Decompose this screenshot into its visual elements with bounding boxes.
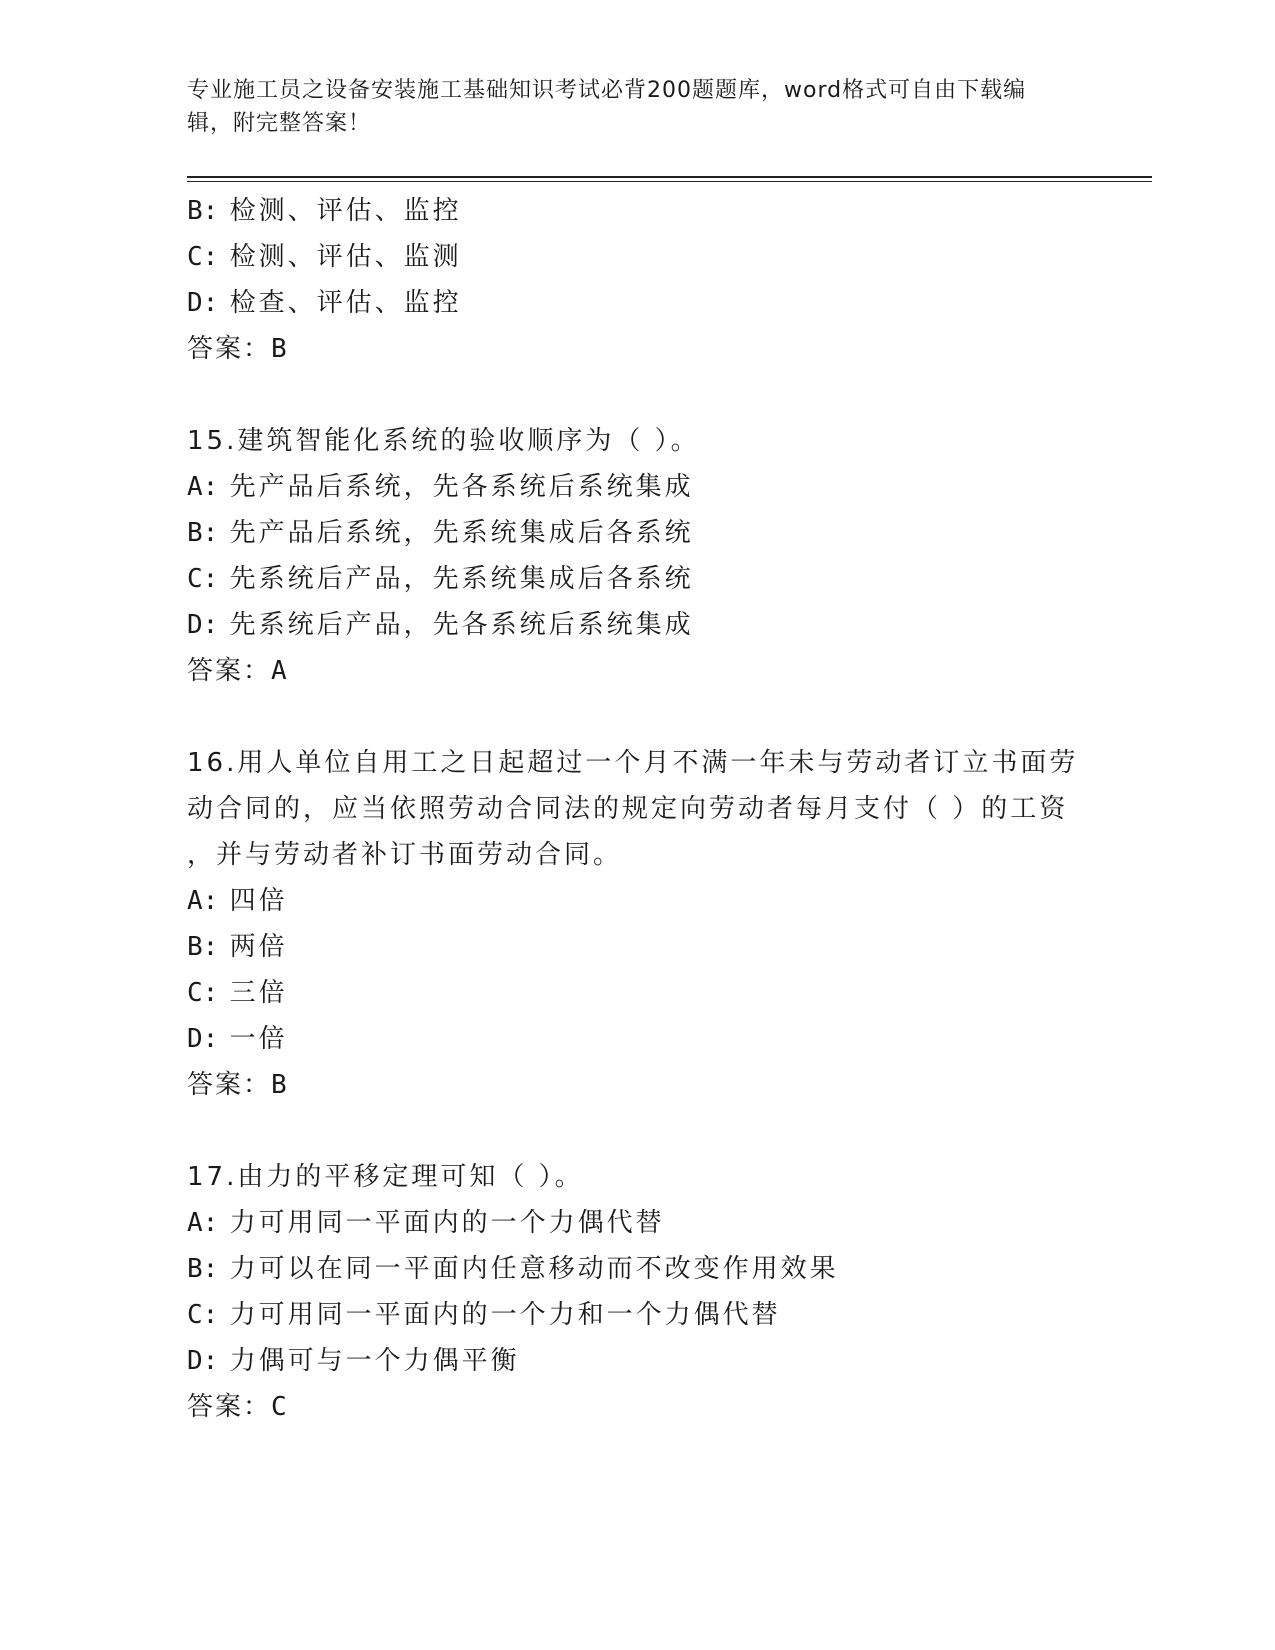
- answer-line: [187, 648, 1087, 694]
- answer-value: B: [271, 334, 289, 364]
- option-c: [187, 970, 1087, 1016]
- question-14-tail: [187, 188, 1087, 372]
- answer-label: 答案：: [187, 1070, 272, 1100]
- option-c: [187, 234, 1087, 280]
- option-text: 力可用同一平面内的一个力和一个力偶代替: [229, 1300, 781, 1330]
- option-text: 先系统后产品，先各系统后系统集成: [229, 610, 694, 640]
- answer-line: [187, 326, 1087, 372]
- option-label: D:: [187, 288, 219, 318]
- option-b: [187, 188, 1087, 234]
- option-text: 力可用同一平面内的一个力偶代替: [229, 1208, 665, 1238]
- option-d: [187, 1016, 1087, 1062]
- question-list: [187, 188, 1087, 1430]
- option-d: [187, 1338, 1087, 1384]
- header-rule-thin: [187, 181, 1152, 182]
- option-text: 检测、评估、监测: [229, 242, 462, 272]
- header-rule-thick: [187, 176, 1152, 178]
- option-label: D:: [187, 610, 219, 640]
- option-c: [187, 556, 1087, 602]
- option-b: [187, 924, 1087, 970]
- option-text: 一倍: [229, 1024, 288, 1054]
- question-stem-line-1: 16.用人单位自用工之日起超过一个月不满一年未与劳动者订立书面劳: [187, 748, 1079, 778]
- answer-value: C: [271, 1392, 289, 1422]
- option-c: [187, 1292, 1087, 1338]
- option-b: [187, 1246, 1087, 1292]
- option-d: [187, 602, 1087, 648]
- option-label: C:: [187, 978, 219, 1008]
- question-17: [187, 1154, 1087, 1430]
- option-text: 力可以在同一平面内任意移动而不改变作用效果: [229, 1254, 839, 1284]
- option-label: C:: [187, 242, 219, 272]
- page-header-title: 专业施工员之设备安装施工基础知识考试必背200题题库，word格式可自由下载编辑，附完整答案！: [187, 78, 1027, 136]
- option-label: B:: [187, 196, 219, 226]
- option-text: 三倍: [229, 978, 288, 1008]
- question-stem-line-2: 动合同的，应当依照劳动合同法的规定向劳动者每月支付（ ）的工资: [187, 794, 1069, 824]
- option-label: C:: [187, 564, 219, 594]
- option-b: [187, 510, 1087, 556]
- spacer: [187, 1108, 1087, 1154]
- option-text: 先产品后系统，先各系统后系统集成: [229, 472, 694, 502]
- option-text: 两倍: [229, 932, 288, 962]
- option-text: 四倍: [229, 886, 288, 916]
- option-label: C:: [187, 1300, 219, 1330]
- option-a: [187, 464, 1087, 510]
- option-label: B:: [187, 1254, 219, 1284]
- option-label: B:: [187, 518, 219, 548]
- question-stem: 15.建筑智能化系统的验收顺序为（ ）。: [187, 426, 700, 456]
- option-a: [187, 878, 1087, 924]
- option-a: [187, 1200, 1087, 1246]
- question-stem-line-3: ，并与劳动者补订书面劳动合同。: [187, 840, 623, 870]
- option-d: [187, 280, 1087, 326]
- answer-value: A: [271, 656, 289, 686]
- answer-line: [187, 1062, 1087, 1108]
- option-label: A:: [187, 1208, 219, 1238]
- option-label: B:: [187, 932, 219, 962]
- question-15: [187, 418, 1087, 694]
- answer-label: 答案：: [187, 334, 272, 364]
- option-text: 检测、评估、监控: [229, 196, 462, 226]
- question-16: [187, 740, 1087, 1108]
- answer-value: B: [271, 1070, 289, 1100]
- option-text: 先产品后系统，先系统集成后各系统: [229, 518, 694, 548]
- spacer: [187, 694, 1087, 740]
- option-text: 检查、评估、监控: [229, 288, 462, 318]
- option-label: A:: [187, 472, 219, 502]
- option-text: 先系统后产品，先系统集成后各系统: [229, 564, 694, 594]
- option-text: 力偶可与一个力偶平衡: [229, 1346, 520, 1376]
- answer-label: 答案：: [187, 656, 272, 686]
- answer-line: [187, 1384, 1087, 1430]
- spacer: [187, 372, 1087, 418]
- option-label: A:: [187, 886, 219, 916]
- answer-label: 答案：: [187, 1392, 272, 1422]
- question-stem: 17.由力的平移定理可知（ ）。: [187, 1162, 584, 1192]
- option-label: D:: [187, 1346, 219, 1376]
- option-label: D:: [187, 1024, 219, 1054]
